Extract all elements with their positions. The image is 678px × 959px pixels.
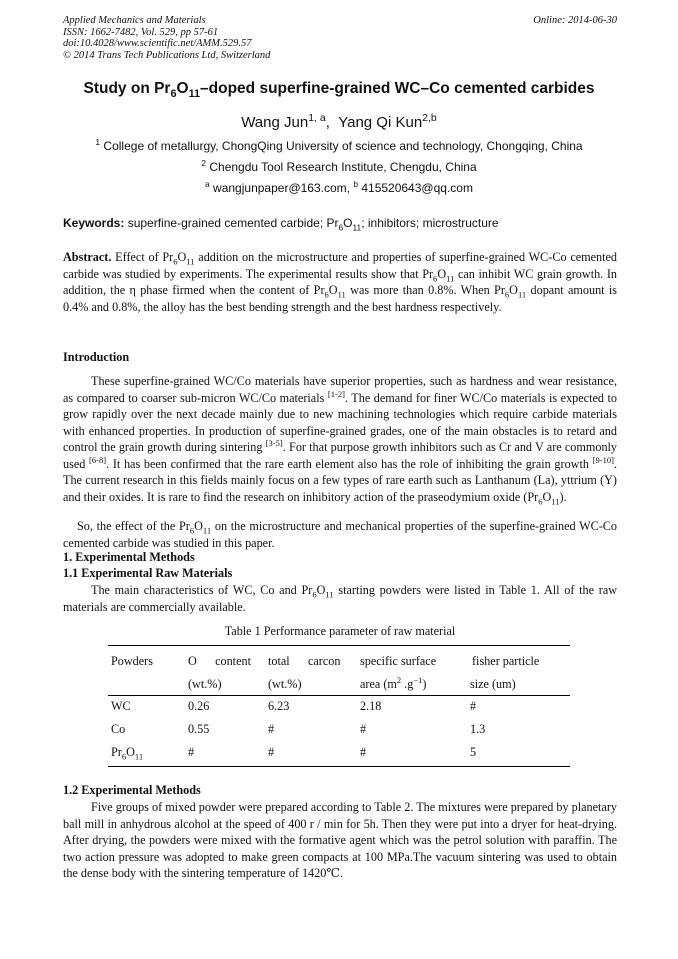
table-cell-o: 0.55 — [188, 722, 210, 736]
keywords-label: Keywords: — [63, 216, 125, 230]
journal-name: Applied Mechanics and Materials — [63, 15, 206, 26]
table-cell-fisher: # — [470, 699, 477, 713]
table-top-rule — [108, 645, 570, 646]
doi-line: doi:10.4028/www.scientific.net/AMM.529.57 — [63, 38, 252, 49]
table-header-total-carbon: total carcon — [268, 654, 341, 668]
author-2: Yang Qi Kun — [338, 114, 423, 131]
table-cell-powder: WC — [111, 699, 131, 713]
table-header-rule — [108, 695, 570, 696]
table-header-o-unit: (wt.%) — [188, 677, 222, 691]
section-1-1-heading: 1.1 Experimental Raw Materials — [63, 566, 233, 580]
table-header-ssa: specific surface — [360, 654, 437, 668]
table-cell-ssa: 2.18 — [360, 699, 382, 713]
section-1-2-heading: 1.2 Experimental Methods — [63, 783, 201, 797]
abstract: Abstract. Effect of $Pr_6O_{11}$ addition on the microstructure and properties of superfine-grained WC-Co cemented carbide was studied by experiments. The experimental results show that $Pr_6O_{11}$ can inhibit WC grain growth. In addition, the η phase firmed when the content of $Pr_6O_{11}$ was more than 0.8%. When $Pr_6O_{11}$ dopant amount is 0.4% and 0.8%, the alloy has the best bending strength and the best hardness respectively. — [63, 250, 618, 314]
author-list: Wang Jun$^{1, a}$, Yang Qi Kun$^{2,b}$ — [241, 112, 437, 131]
table-header-fisher: fisher particle — [472, 654, 540, 668]
raw-materials-paragraph: The main characteristics of WC, Co and $Pr_6O_{11}$ starting powders were listed in Table 1. All of the raw materials are commercially available. — [63, 583, 618, 614]
introduction-paragraph-2: So, the effect of the $Pr_6O_{11}$ on the microstructure and mechanical properties of the superfine-grained WC-Co cemented carbide was studied in this paper. — [63, 519, 617, 550]
introduction-heading: Introduction — [63, 350, 130, 364]
author-emails: $^a$ wangjunpaper@163.com, $^b$ 415520643@qq.com — [205, 179, 473, 195]
abstract-label: Abstract. — [63, 250, 112, 264]
table-cell-fisher: 1.3 — [470, 722, 486, 736]
table-cell-o: # — [188, 745, 195, 759]
paper-title: Study on $Pr_6O_{11}$–doped superfine-grained WC–Co cemented carbides — [83, 80, 595, 101]
table-header-o-content: O content — [188, 654, 251, 668]
table-1-caption: Table 1 Performance parameter of raw material — [224, 624, 456, 638]
table-cell-o: 0.26 — [188, 699, 210, 713]
table-header-carbon-unit: (wt.%) — [268, 677, 302, 691]
table-header-fisher-unit: size (um) — [470, 677, 516, 691]
table-header-ssa-unit: area ($m^2$ $.g^{-1}$) — [360, 674, 427, 691]
table-cell-fisher: 5 — [470, 745, 477, 759]
table-cell-c: # — [268, 745, 275, 759]
table-cell-c: # — [268, 722, 275, 736]
table-cell-c: 6.23 — [268, 699, 290, 713]
keywords: Keywords: superfine-grained cemented carbide; $Pr_6O_{11}$; inhibitors; microstructure — [63, 216, 499, 233]
table-header-powders: Powders — [111, 654, 153, 668]
author-1: Wang Jun — [241, 114, 309, 131]
introduction-paragraph: These superfine-grained WC/Co materials have superior properties, such as hardness and wear resistance, as compared to coarser sub-micron WC/Co materials [1-2]. The demand for finer WC/Co materials is expected to grow rapidly over the next decade mainly due to new machining technologies which require carbide materials with enhanced properties. In production of superfine-grained grades, one of the main obstacles is to retard and control the grain growth during sintering [3-5]. For that purpose growth inhibitors such as Cr and V are commonly used [6-8]. It has been confirmed that the rare earth element also has the role of inhibiting the grain growth [9-10]. The current research in this fields mainly focus on a few types of rare earth such as Lanthanum (La), yttrium (Y) and their oxides. It is rare to find the research on inhibitory action of the praseodymium oxide $(Pr_6O_{11})$. — [63, 374, 618, 506]
table-cell-powder: $Pr_6O_{11}$ — [111, 745, 144, 762]
issn-line: ISSN: 1662-7482, Vol. 529, pp 57-61 — [63, 26, 219, 38]
journal-header — [63, 15, 617, 61]
online-date: Online: 2014-06-30 — [533, 15, 617, 26]
methods-paragraph: Five groups of mixed powder were prepared according to Table 2. The mixtures were prepared by planetary ball mill in anhydrous alcohol at the speed of 400 r / min for 5h. Then they were put into a dryer for heat-drying. After drying, the powders were mixed with the formative agent which was the petrol solution with paraffin. The two action pressure was adopted to make green compacts at 100 MPa.The vacuum sintering was used to obtain the dense body with the sintering temperature of 1420℃. — [63, 800, 617, 880]
table-cell-powder: Co — [111, 722, 126, 736]
affiliation-1: $^1$ College of metallurgy, ChongQing University of science and technology, Chongqing, China — [95, 137, 583, 153]
section-1-heading: 1. Experimental Methods — [63, 550, 195, 564]
table-cell-ssa: # — [360, 722, 367, 736]
table-cell-ssa: # — [360, 745, 367, 759]
table-bottom-rule — [108, 766, 570, 767]
copyright-line: © 2014 Trans Tech Publications Ltd, Switzerland — [63, 49, 271, 61]
affiliation-2: $^2$ Chengdu Tool Research Institute, Chengdu, China — [201, 158, 477, 174]
